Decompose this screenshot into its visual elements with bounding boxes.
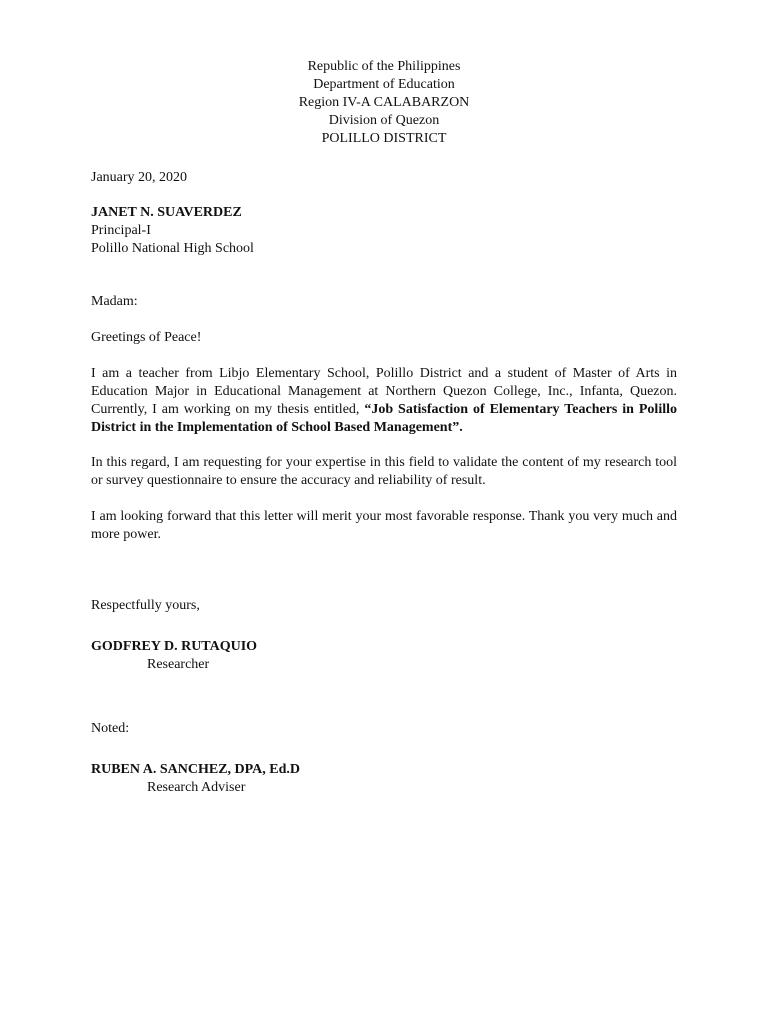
body-paragraph-1-text: I am a teacher from Libjo Elementary School, Polillo District and a student of Master of Arts in Education Major in Educational Management at Northern Quezon College, Inc., Infanta, Quezon. Currently, I am working on my thesis entitled, (91, 366, 677, 417)
sender-block (91, 638, 677, 674)
adviser-name: RUBEN A. SANCHEZ, DPA, Ed.D (91, 762, 300, 777)
body-paragraph-1 (91, 365, 677, 437)
letterhead (0, 58, 768, 148)
recipient-block (91, 204, 677, 258)
thesis-title: “Job Satisfaction of Elementary Teachers in Polillo District in the Implementation of School Based Management”. (91, 402, 677, 435)
greeting: Greetings of Peace! (91, 330, 202, 345)
body-paragraph-3: I am looking forward that this letter will merit your most favorable response. Thank you very much and more power. (91, 509, 677, 542)
letterhead-department: Department of Education (313, 77, 455, 92)
recipient-name: JANET N. SUAVERDEZ (91, 205, 242, 220)
adviser-block (91, 761, 677, 797)
recipient-school: Polillo National High School (91, 241, 254, 256)
salutation: Madam: (91, 294, 138, 309)
letterhead-republic: Republic of the Philippines (307, 59, 461, 74)
letterhead-district: POLILLO DISTRICT (321, 131, 447, 146)
sender-name: GODFREY D. RUTAQUIO (91, 639, 258, 654)
sender-role: Researcher (147, 657, 210, 672)
letterhead-region: Region IV-A CALABARZON (298, 95, 470, 110)
closing: Respectfully yours, (91, 598, 200, 613)
letterhead-division: Division of Quezon (328, 113, 440, 128)
body-paragraph-2: In this regard, I am requesting for your expertise in this field to validate the content of my research tool or survey questionnaire to ensure the accuracy and reliability of result. (91, 455, 677, 488)
adviser-role: Research Adviser (147, 780, 246, 795)
noted-label: Noted: (91, 721, 130, 736)
letter-date: January 20, 2020 (91, 170, 188, 185)
recipient-position: Principal-I (91, 223, 151, 238)
